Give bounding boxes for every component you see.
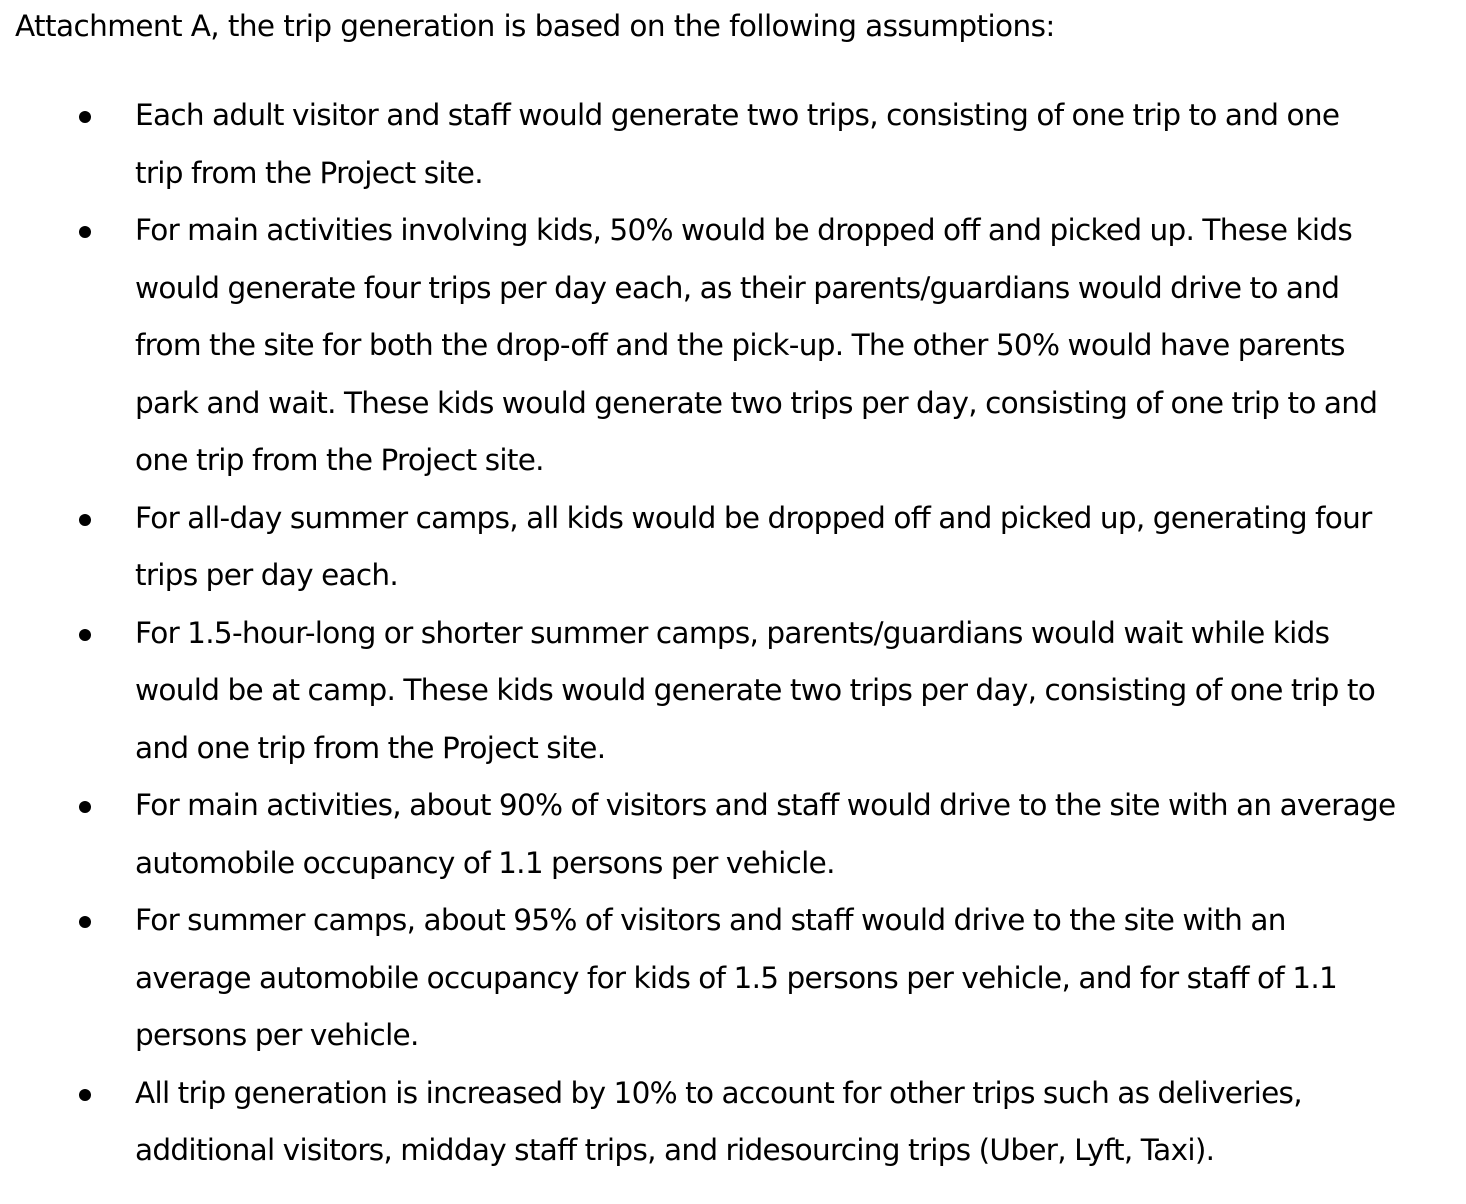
bullet-icon bbox=[79, 1089, 91, 1101]
list-item-line: would generate four trips per day each, as their parents/guardians would drive to and bbox=[135, 270, 1340, 305]
list-item-line: trips per day each. bbox=[135, 558, 399, 592]
list-item-line: For summer camps, about 95% of visitors and staff would drive to the site with an bbox=[135, 903, 1286, 937]
list-item-line: additional visitors, midday staff trips, and ridesourcing trips (Uber, Lyft, Taxi). bbox=[135, 1133, 1215, 1167]
list-item-line: average automobile occupancy for kids of 1.5 persons per vehicle, and for staff of 1.1 bbox=[135, 960, 1338, 995]
intro-paragraph: Attachment A, the trip generation is based on the following assumptions: bbox=[15, 9, 1055, 43]
bullet-icon bbox=[79, 629, 91, 641]
list-item-line: trip from the Project site. bbox=[135, 155, 483, 190]
list-item bbox=[0, 202, 1466, 490]
bullet-icon bbox=[79, 514, 91, 526]
bullet-icon bbox=[79, 916, 91, 928]
list-item bbox=[0, 892, 1466, 1065]
list-item bbox=[0, 605, 1466, 778]
bullet-icon bbox=[79, 111, 91, 123]
list-item-line: persons per vehicle. bbox=[135, 1018, 419, 1052]
list-item-line: For 1.5-hour-long or shorter summer camps, parents/guardians would wait while kids bbox=[135, 615, 1330, 650]
list-item-line: would be at camp. These kids would generate two trips per day, consisting of one trip to bbox=[135, 673, 1376, 707]
list-item-line: and one trip from the Project site. bbox=[135, 730, 606, 765]
bullet-icon bbox=[79, 226, 91, 238]
list-item-line: one trip from the Project site. bbox=[135, 443, 544, 477]
list-item-line: For main activities, about 90% of visitors and staff would drive to the site with an average bbox=[135, 788, 1396, 822]
list-item-line: park and wait. These kids would generate two trips per day, consisting of one trip to and bbox=[135, 385, 1378, 420]
list-item-line: All trip generation is increased by 10% to account for other trips such as deliveries, bbox=[135, 1075, 1302, 1110]
list-item bbox=[0, 777, 1466, 892]
bullet-icon bbox=[79, 801, 91, 813]
list-item-line: For all-day summer camps, all kids would be dropped off and picked up, generating four bbox=[135, 500, 1372, 535]
list-item-line: For main activities involving kids, 50% would be dropped off and picked up. These kids bbox=[135, 213, 1353, 247]
list-item-line: Each adult visitor and staff would generate two trips, consisting of one trip to and one bbox=[135, 98, 1340, 132]
list-item bbox=[0, 87, 1466, 202]
list-item-line: automobile occupancy of 1.1 persons per vehicle. bbox=[135, 845, 835, 880]
list-item bbox=[0, 1065, 1466, 1180]
list-item bbox=[0, 490, 1466, 605]
assumptions-list bbox=[0, 87, 1466, 1180]
list-item-line: from the site for both the drop-off and the pick-up. The other 50% would have parents bbox=[135, 328, 1345, 362]
